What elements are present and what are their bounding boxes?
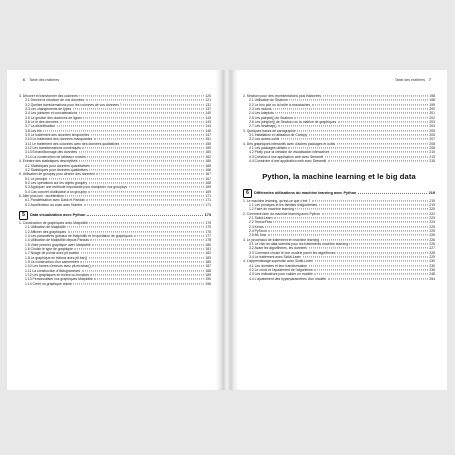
toc-entry-title: 3.1 Décrire la structure de vos données: [25, 98, 85, 103]
toc-leader-dots: [289, 100, 427, 101]
toc-entry-page: 204: [429, 124, 435, 129]
toc-entry-page: 169: [205, 185, 211, 190]
toc-leader-dots: [312, 200, 428, 201]
chapter-number-badge: 6: [243, 189, 252, 198]
toc-leader-dots: [73, 108, 204, 109]
toc-entry-title: 4.2 Le choix et l'ajustement de l'algorithme: [249, 268, 313, 272]
toc-leader-dots: [295, 209, 427, 210]
toc-leader-dots: [312, 104, 428, 105]
toc-entry-title: 4.4 Construire d'une application web avec Streamlit: [249, 159, 327, 164]
toc-entry-page: 185: [205, 260, 211, 265]
toc-entry-page: 120: [205, 94, 211, 98]
toc-entry-page: 223: [429, 215, 435, 220]
toc-entry-title: 2.1 Scikit-Learn: [249, 215, 273, 220]
chapter-page: 173: [204, 213, 211, 218]
toc-leader-dots: [87, 156, 204, 157]
toc-entry-title: 6.2 Accélération du code avec Numba: [25, 202, 83, 207]
toc-leader-dots: [288, 148, 427, 149]
toc-entry-page: 229: [429, 254, 435, 259]
toc-leader-dots: [89, 182, 204, 183]
toc-leader-dots: [90, 240, 203, 241]
toc-entry-page: 175: [205, 220, 211, 225]
toc-leader-dots: [321, 239, 428, 240]
toc-leader-dots: [89, 222, 204, 223]
toc-leader-dots: [87, 215, 203, 216]
toc-leader-dots: [314, 274, 427, 275]
toc-entry-title: 3.1 Le rôle du data scientist pour les traitements machine learning: [249, 241, 348, 246]
toc-entry-title: 1.6 Choisir le type de graphique: [25, 247, 73, 251]
toc-leader-dots: [328, 161, 428, 162]
toc-entry-page: 151: [205, 137, 211, 142]
toc-entry-title: 4.1 Les packages utilisés: [249, 146, 287, 151]
toc-leader-dots: [89, 169, 204, 170]
toc-entry-page: 226: [429, 233, 435, 238]
toc-entry-page: 200: [429, 107, 435, 112]
toc-entry-page: 198: [429, 94, 435, 98]
toc-entry-page: 176: [205, 229, 211, 234]
toc-leader-dots: [80, 261, 204, 262]
toc-entry-title: 6. Aller plus loin : accélération: [19, 193, 64, 198]
toc-entry-title: 1.4 Utilisation de Matplotlib depuis Pandas: [25, 238, 89, 243]
toc-entry-page: 180: [205, 242, 211, 247]
toc-entry-page: 165: [205, 159, 211, 164]
toc-entry-page: 167: [205, 172, 211, 177]
toc-entry-title: 1.11 La construction d'histogrammes: [25, 268, 81, 273]
toc-entry-page: 224: [429, 220, 435, 225]
toc-entry-page: 160: [205, 150, 211, 155]
toc-entry-title: 3.9 Le traitement des données temporelles: [25, 133, 90, 138]
toc-entry-title: 5.4 Cas concret d'utilisation d'un groupby: [25, 189, 87, 194]
toc-entry-page: 162: [205, 154, 211, 159]
toc-entry-page: 188: [205, 268, 211, 273]
toc-entry-title: 3.2 Quelles transformations pour les colonnes de vos données ?: [25, 102, 122, 107]
toc-entry-page: 140: [205, 111, 211, 116]
book-gutter: [223, 70, 231, 390]
toc-entry-page: 201: [429, 111, 435, 116]
toc-entry-page: 205: [429, 133, 435, 138]
toc-entry-title: 3.7 La discrétisation: [25, 124, 56, 129]
toc-entry-page: 222: [429, 211, 435, 216]
toc-entry-title: 3.12 Les transformations numériques: [25, 146, 81, 151]
toc-entry-title: 2.5 ML flow: [249, 233, 267, 238]
toc-leader-dots: [96, 174, 204, 175]
toc-entry-title: 2.4 PyTorch: [249, 228, 267, 233]
toc-entry-title: 3. Quelques bases de cartographie: [243, 128, 296, 133]
toc-entry-page: 219: [429, 198, 435, 203]
toc-leader-dots: [94, 139, 204, 140]
left-running-header: [19, 78, 59, 82]
toc-leader-dots: [322, 213, 428, 214]
toc-entry-title: 1.1 Utilisation de Matplotlib: [25, 225, 66, 230]
toc-entry-page: 228: [429, 250, 435, 255]
toc-entry-page: 169: [205, 189, 211, 194]
toc-entry-title: 4.1 Statistiques pour données quantitatives: [25, 163, 90, 168]
chapter-heading: [243, 189, 435, 198]
toc-entry-page: 171: [205, 198, 211, 203]
toc-entry-title: 3.2 Les autres outils: [249, 137, 280, 142]
toc-leader-dots: [129, 187, 204, 188]
right-toc: [243, 94, 435, 281]
toc-leader-dots: [68, 231, 204, 232]
toc-entry-title: 5.1 Le principe: [25, 176, 48, 181]
toc-leader-dots: [314, 269, 427, 270]
toc-entry-title: 3.14 La construction de tableaux croisés: [25, 154, 86, 159]
toc-entry: [243, 159, 435, 163]
toc-entry-title: 3.8 Les tris: [25, 128, 42, 133]
toc-entry-title: 2.2 TensorFlow: [249, 220, 272, 225]
toc-entry-page: 208: [429, 146, 435, 151]
toc-entry-page: 166: [205, 167, 211, 172]
toc-entry-page: 230: [429, 259, 435, 264]
toc-entry-page: 143: [205, 120, 211, 125]
toc-leader-dots: [67, 227, 204, 228]
toc-entry-title: 1.1 Les principes et les familles d'algorithmes: [249, 202, 318, 207]
toc-entry-title: 1.2 Afficher des graphiques: [25, 229, 67, 234]
toc-leader-dots: [81, 253, 204, 254]
toc-entry-page: 254: [429, 276, 435, 281]
toc-leader-dots: [273, 108, 428, 109]
toc-entry-title: 2.4 Les kdeplots: [249, 111, 274, 116]
toc-entry-title: 2.5 Les pairplot() de Seaborn: [249, 115, 293, 120]
toc-leader-dots: [88, 191, 204, 192]
toc-entry-page: 168: [205, 180, 211, 185]
toc-entry-page: 182: [205, 251, 211, 256]
toc-entry-title: 3. Décorer et transformer des colonnes: [19, 94, 78, 98]
toc-entry-page: 220: [429, 207, 435, 212]
toc-entry-page: 165: [205, 163, 211, 168]
toc-entry-title: 1.14 Créer un graphique animé: [25, 281, 72, 286]
toc-leader-dots: [86, 100, 204, 101]
toc-leader-dots: [323, 95, 428, 96]
toc-entry-page: 203: [429, 120, 435, 125]
toc-entry-page: 155: [205, 141, 211, 146]
chapter-title: Data visualization avec Python: [30, 213, 86, 218]
toc-entry-page: 177: [205, 233, 211, 238]
toc-leader-dots: [134, 235, 204, 236]
toc-leader-dots: [309, 248, 428, 249]
toc-leader-dots: [84, 204, 204, 205]
toc-entry-title: 3.11 Le traitement des colonnes avec des données qualitatives: [25, 141, 120, 146]
toc-leader-dots: [43, 130, 204, 131]
toc-leader-dots: [275, 113, 428, 114]
toc-leader-dots: [65, 195, 203, 196]
right-header-title: Table des matières: [394, 78, 425, 82]
toc-entry-title: 2.1 Utilisation de Seaborn: [249, 98, 288, 103]
toc-entry-title: 3.5 La gestion des doublons de lignes: [25, 115, 82, 120]
toc-entry-page: 219: [429, 202, 435, 207]
chapter-title: Différentes utilisations du machine learning avec Python: [254, 191, 357, 195]
part-title: Python, la machine learning et le big data: [262, 171, 416, 181]
toc-entry-page: 225: [429, 228, 435, 233]
toc-entry-page: 205: [429, 128, 435, 133]
toc-entry-title: 1.10 Les barres d'erreurs avec plt.errorbar(): [25, 264, 91, 269]
toc-leader-dots: [79, 95, 204, 96]
toc-entry-page: 175: [205, 225, 211, 230]
toc-entry-page: 202: [429, 115, 435, 120]
toc-entry-page: 171: [205, 193, 211, 198]
toc-entry-page: 121: [205, 98, 211, 103]
toc-entry-title: 3.3 Les changements de types: [25, 107, 72, 112]
toc-leader-dots: [92, 244, 204, 245]
toc-entry-title: 3.10 Le traitement des données manquantes: [25, 137, 93, 142]
toc-leader-dots: [94, 279, 204, 280]
toc-entry-title: 2.3 Les violons: [249, 107, 272, 112]
toc-leader-dots: [297, 130, 428, 131]
toc-leader-dots: [73, 283, 203, 284]
toc-entry-page: 143: [205, 115, 211, 120]
toc-entry: [243, 277, 435, 281]
right-page-number: 7: [429, 78, 431, 82]
toc-leader-dots: [49, 178, 204, 179]
toc-leader-dots: [319, 204, 428, 205]
toc-entry-title: 1.8 Le graphique en bâtons avec plt.bar(): [25, 255, 88, 260]
toc-leader-dots: [278, 126, 428, 127]
toc-entry-page: 225: [429, 224, 435, 229]
toc-entry-title: 1.7 Nuage de points avec plt.scatter: [25, 251, 80, 256]
toc-entry-title: 3.1 Installation et utilisation de Cartopy: [249, 133, 308, 138]
left-page: [7, 70, 223, 390]
toc-leader-dots: [86, 200, 204, 201]
toc-entry-page: 144: [205, 124, 211, 129]
left-header-title: Table des matières: [29, 78, 60, 82]
toc-entry-page: 171: [205, 202, 211, 207]
toc-entry-title: 1. Construction de graphiques avec Matplotlib: [19, 220, 88, 225]
toc-entry-title: 4.1 Les données et leur transformation: [249, 263, 308, 268]
toc-leader-dots: [331, 152, 428, 153]
toc-entry-page: 199: [429, 102, 435, 107]
toc-leader-dots: [83, 117, 203, 118]
toc-entry-title: 5.3 Appliquer une méthode importante pour manipuler vos groupbys: [25, 185, 128, 190]
toc-entry-title: 4. Extraire des statistiques descriptives: [19, 159, 78, 164]
right-page: [231, 70, 447, 390]
toc-entry-title: 4.2 Statistiques pour données qualitatives: [25, 167, 88, 172]
toc-entry-title: 4. L'apprentissage supervisé avec Scikit-Learn: [243, 259, 314, 264]
toc-leader-dots: [281, 139, 428, 140]
toc-leader-dots: [349, 243, 427, 244]
toc-leader-dots: [89, 257, 204, 258]
toc-entry-title: 2.3 Keras: [249, 224, 264, 229]
toc-leader-dots: [328, 278, 428, 279]
toc-entry-title: 4.3 Création d'une application web avec Streamlit: [249, 154, 324, 159]
toc-entry-page: 187: [205, 264, 211, 269]
toc-entry-title: 1.5 Votre premier graphique avec Matplotlib: [25, 242, 91, 247]
toc-entry-title: 2.7 Les heatmap(): [249, 124, 277, 129]
toc-leader-dots: [338, 121, 428, 122]
left-page-number: 6: [23, 78, 25, 82]
toc-entry-page: 198: [429, 98, 435, 103]
toc-entry-title: 2. Comment faire du machine learning avec Python: [243, 211, 321, 216]
toc-leader-dots: [79, 152, 204, 153]
toc-entry-page: 131: [205, 102, 211, 107]
toc-entry-title: 3.4 Le traitement avec Scikit-Learn: [249, 254, 302, 259]
spacer: [19, 207, 211, 208]
toc-entry-title: 2. Seaborn pour des représentations plus élaborées: [243, 94, 322, 98]
toc-entry-title: 2.2 Le box plot ou la boîte à moustaches: [249, 102, 311, 107]
toc-entry-page: 210: [429, 150, 435, 155]
toc-entry-title: 5.2 Les opérations sur les objets groupby: [25, 180, 88, 185]
toc-leader-dots: [358, 193, 427, 194]
toc-leader-dots: [303, 256, 428, 257]
toc-leader-dots: [60, 121, 204, 122]
toc-entry-title: 1.13 Personnaliser vos graphiques Matplotlib: [25, 277, 93, 282]
toc-leader-dots: [123, 104, 204, 105]
toc-leader-dots: [337, 252, 428, 253]
toc-entry-page: 248: [429, 272, 435, 277]
toc-entry-page: 226: [429, 237, 435, 242]
toc-entry-title: 4. Des graphiques interactifs avec d'autres packages et outils: [243, 141, 336, 146]
toc-leader-dots: [268, 235, 428, 236]
toc-leader-dots: [273, 222, 427, 223]
toc-leader-dots: [294, 117, 427, 118]
toc-entry-page: 181: [205, 247, 211, 251]
toc-entry-page: 196: [205, 281, 211, 286]
toc-entry-page: 226: [429, 241, 435, 246]
toc-entry-page: 230: [429, 263, 435, 268]
toc-leader-dots: [79, 161, 204, 162]
toc-leader-dots: [82, 270, 204, 271]
toc-leader-dots: [325, 156, 428, 157]
toc-entry-title: 3.4 Les jointures et concaténations: [25, 111, 78, 116]
toc-entry-title: 3. Le processus de traitement en machine learning: [243, 237, 320, 242]
toc-entry-title: 5. Utilisation de groupby pour décrire des données: [19, 172, 95, 177]
toc-entry-page: 167: [205, 176, 211, 181]
toc-entry-title: 2.6 Les jointplot() de Seaborn ou la matrice de graphiques: [249, 120, 337, 125]
toc-leader-dots: [57, 126, 204, 127]
toc-leader-dots: [309, 265, 428, 266]
toc-leader-dots: [79, 113, 204, 114]
toc-entry-page: 147: [205, 133, 211, 138]
chapter-number-badge: 5: [19, 211, 28, 220]
toc-entry-title: 4.2 Plotly pour la création de visualisation interactives: [249, 150, 330, 155]
toc-entry-title: 3.2 Avant les algorithmes, les données: [249, 246, 307, 251]
toc-leader-dots: [309, 134, 428, 135]
toc-entry: [19, 282, 211, 286]
toc-leader-dots: [92, 266, 204, 267]
toc-entry-title: 3.13 Échantillonnage des données: [25, 150, 78, 155]
toc-entry-page: 146: [205, 128, 211, 133]
toc-leader-dots: [74, 248, 203, 249]
left-toc: [19, 94, 211, 286]
toc-entry-title: 6.1 Parallélisation avec Dask et Pandas: [25, 198, 85, 203]
toc-entry-title: 4.3 Les indicateurs pour valider un modèle: [249, 272, 313, 277]
toc-leader-dots: [268, 230, 427, 231]
toc-entry-page: 159: [205, 146, 211, 151]
right-running-header: [395, 78, 435, 82]
toc-entry-page: 178: [205, 238, 211, 243]
toc-entry-title: 3.6 Le tri des données: [25, 120, 59, 125]
toc-entry-title: 1. Le machine learning, qu'est-ce que c'est ?: [243, 198, 311, 203]
toc-leader-dots: [337, 143, 428, 144]
toc-entry-title: 1.9 La construction d'un camembert: [25, 260, 79, 265]
toc-entry-title: 4.4 L'ajustement des hyperparamètres d'un modèle: [249, 276, 327, 281]
toc-entry-title: 1.2 Faire du machine learning: [249, 207, 294, 212]
toc-leader-dots: [265, 226, 428, 227]
toc-entry-page: 189: [205, 273, 211, 278]
toc-entry-page: 207: [429, 137, 435, 142]
toc-entry-page: 236: [429, 268, 435, 272]
toc-leader-dots: [90, 274, 203, 275]
toc-entry-page: 213: [429, 154, 435, 159]
chapter-page: 219: [428, 191, 435, 195]
toc-leader-dots: [91, 134, 204, 135]
toc-leader-dots: [91, 165, 203, 166]
toc-entry-title: 3.3 Comment choisir le bon modèle parmi les algorithmes: [249, 250, 336, 255]
toc-entry-title: 1.3 Les paramètres globaux de Matplotlib et l'exportation de graphiques: [25, 233, 133, 238]
toc-entry-page: 190: [205, 277, 211, 282]
toc-leader-dots: [82, 148, 203, 149]
toc-leader-dots: [121, 143, 204, 144]
chapter-heading: [19, 211, 211, 220]
toc-entry-title: 1.12 Les graphiques en boîtes ou boxplots: [25, 273, 89, 278]
toc-leader-dots: [315, 261, 428, 262]
toc-entry-page: 137: [205, 107, 211, 112]
toc-entry-page: 215: [429, 159, 435, 164]
toc-entry-page: 183: [205, 255, 211, 260]
toc-entry-page: 208: [429, 141, 435, 146]
toc-entry-page: 227: [429, 246, 435, 251]
toc-leader-dots: [274, 217, 428, 218]
